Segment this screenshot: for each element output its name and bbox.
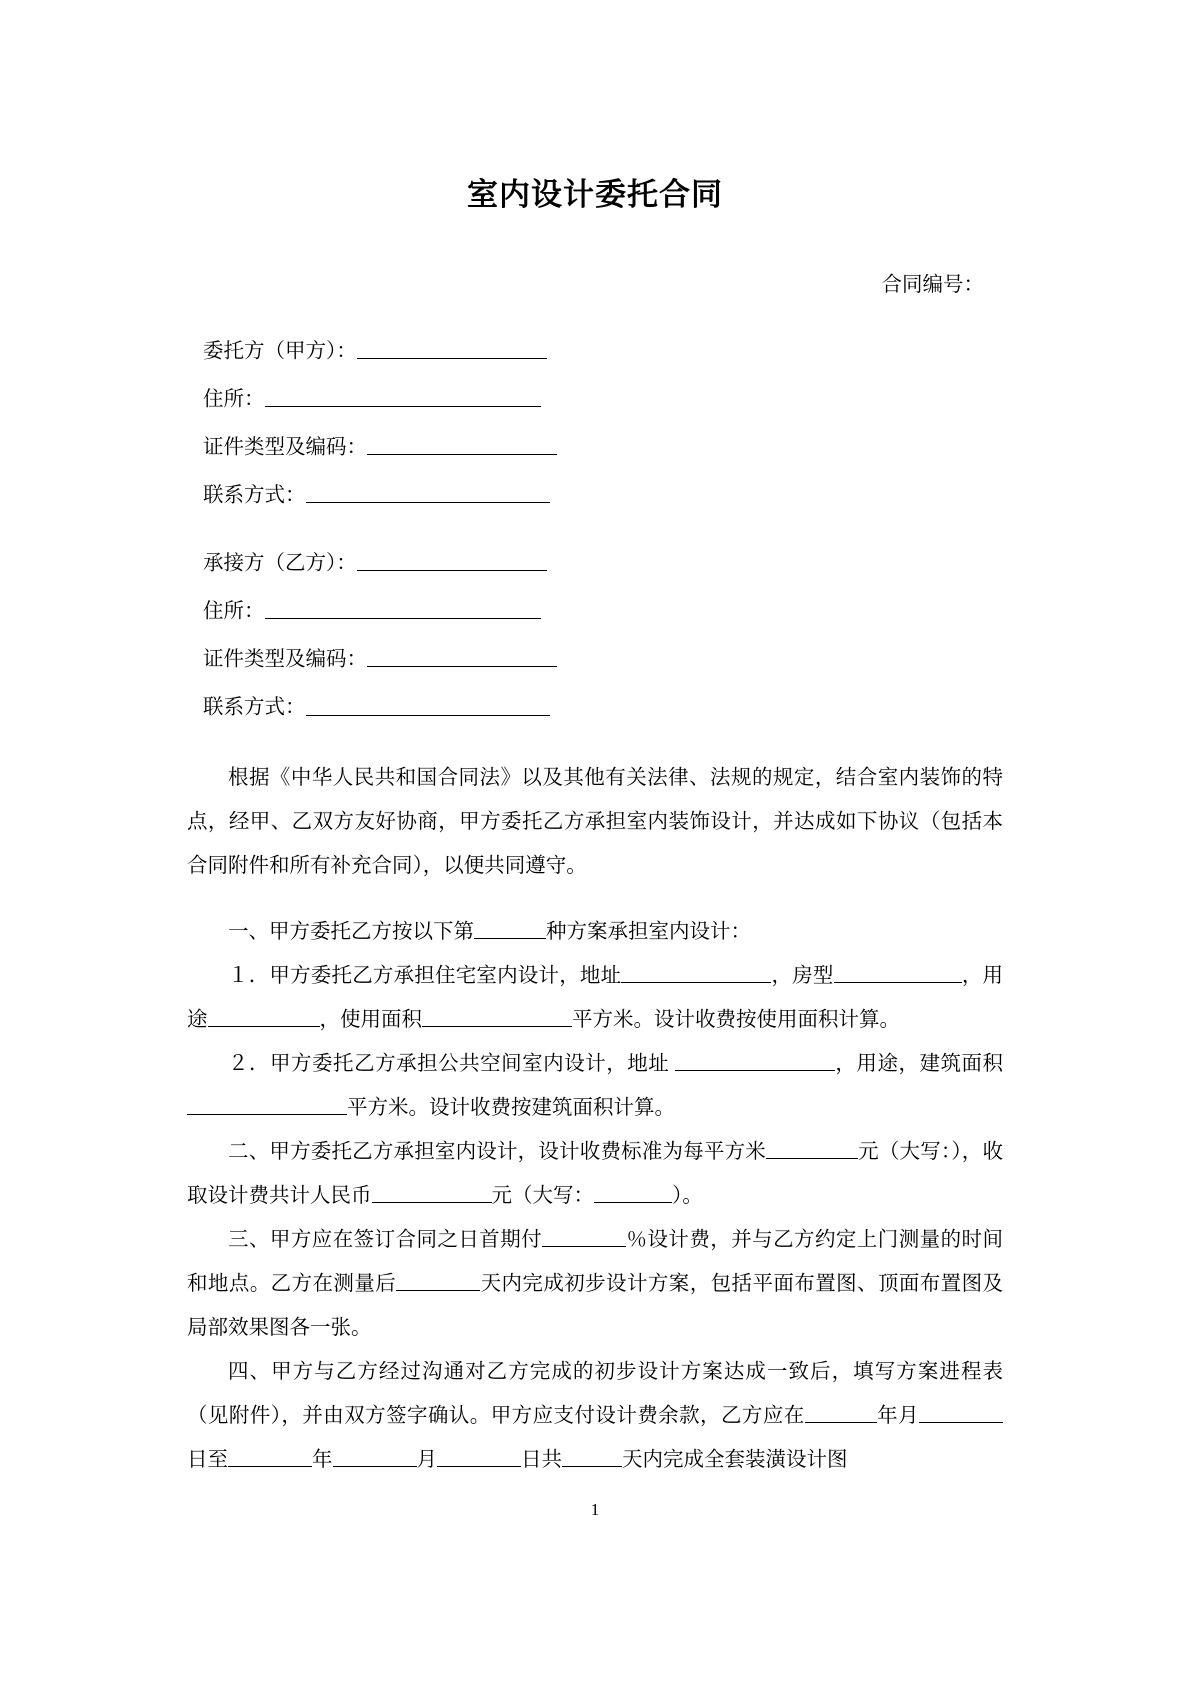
spacer (187, 888, 1003, 910)
clause-three-percent-blank[interactable] (542, 1227, 626, 1248)
clause-four-year2-blank[interactable] (228, 1447, 312, 1468)
clause-four-text-7: 天内完成全套装潢设计图 (622, 1449, 848, 1471)
contract-number-label: 合同编号： (881, 274, 984, 297)
page-title: 室内设计委托合同 (467, 177, 723, 212)
item2-address-blank[interactable] (675, 1051, 835, 1072)
item2-area-blank[interactable] (187, 1095, 347, 1116)
clause-one (187, 910, 1003, 954)
clause-four-month2-blank[interactable] (333, 1447, 417, 1468)
preamble-paragraph: 根据《中华人民共和国合同法》以及其他有关法律、法规的规定，结合室内装饰的特点，经甲、乙双方友好协商，甲方委托乙方承担室内装饰设计，并达成如下协议（包括本合同附件和所有补充合同），以便共同遵守。 (187, 767, 1003, 877)
clause-four-text-3: 日至 (187, 1449, 228, 1471)
party-b-id-label: 证件类型及编码： (203, 648, 367, 671)
clause-three-text-3: 天内完成初步设计方案，包括平面布置图、顶面布置图及局部效果图各一张。 (187, 1273, 1004, 1339)
party-a-contact-blank[interactable] (306, 482, 550, 504)
page-number: 1 (590, 1500, 600, 1519)
party-b-name-row (203, 550, 1190, 574)
clause-three-text-1: 三、甲方应在签订合同之日首期付 (228, 1229, 543, 1251)
clause-two-words-blank[interactable] (594, 1183, 672, 1204)
item1-text-2: ，房型 (771, 965, 834, 987)
party-a-id-label: 证件类型及编码： (203, 436, 367, 459)
item2-text-3: 平方米。设计收费按建筑面积计算。 (347, 1097, 675, 1119)
party-a-name-row (203, 338, 1190, 362)
party-b-name-label: 承接方（乙方）： (203, 552, 357, 575)
party-b-contact-label: 联系方式： (203, 696, 306, 719)
party-a-name-blank[interactable] (357, 338, 547, 360)
clause-two-total-blank[interactable] (372, 1183, 492, 1204)
document-body (187, 756, 1003, 1482)
party-b-address-row (203, 598, 1190, 622)
clause-two-text-2: 元（大写：），收取设计费共计人民币 (187, 1141, 1003, 1207)
item1-text-1: １．甲方委托乙方承担住宅室内设计，地址 (228, 965, 622, 987)
clause-four-text-6: 日共 (521, 1449, 562, 1471)
party-a-name-label: 委托方（甲方）： (203, 340, 357, 363)
clause-four-text-1: 四、甲方与乙方经过沟通对乙方完成的初步设计方案达成一致后，填写方案进程表（见附件），并由双方签字确认。甲方应支付设计费余款，乙方应在 (187, 1361, 1003, 1427)
clause-three-text-2: ％设计费，并与乙方约定上门测量的时间和地点。乙方在测量后 (187, 1229, 1004, 1295)
party-a-block (203, 338, 1190, 506)
item2-text-2: ，用途，建筑面积 (834, 1053, 1004, 1075)
party-a-contact-label: 联系方式： (203, 484, 306, 507)
item2-text-1: ２．甲方委托乙方承担公共空间室内设计，地址 (228, 1053, 675, 1075)
clause-three-days-blank[interactable] (396, 1271, 480, 1292)
party-b-id-row (203, 646, 1190, 670)
clause-item-1 (187, 954, 1003, 1042)
item1-text-3: ，用途 (187, 965, 1004, 1031)
clause-one-text-1: 一、甲方委托乙方按以下第 (228, 921, 474, 943)
party-b-contact-blank[interactable] (306, 694, 550, 716)
party-a-id-row (203, 434, 1190, 458)
clause-item-2 (187, 1042, 1003, 1130)
item1-usage-blank[interactable] (208, 1007, 320, 1028)
item1-text-5: 平方米。设计收费按使用面积计算。 (572, 1009, 900, 1031)
clause-one-text-2: 种方案承担室内设计： (546, 921, 751, 943)
item1-text-4: ，使用面积 (319, 1009, 422, 1031)
party-b-block (203, 550, 1190, 718)
clause-two-text-3: 元（大写： (491, 1185, 594, 1207)
party-a-address-blank[interactable] (265, 386, 541, 408)
clause-four (187, 1350, 1003, 1482)
clause-two-text-4: ）。 (672, 1185, 703, 1207)
item1-area-blank[interactable] (422, 1007, 572, 1028)
party-b-contact-row (203, 694, 1190, 718)
party-a-id-blank[interactable] (367, 434, 557, 456)
clause-four-text-2: 年月 (876, 1405, 919, 1427)
party-b-name-blank[interactable] (357, 550, 547, 572)
clause-three (187, 1218, 1003, 1350)
party-b-address-blank[interactable] (265, 598, 541, 620)
party-a-address-row (203, 386, 1190, 410)
clause-four-year-blank[interactable] (805, 1403, 877, 1424)
clause-one-blank[interactable] (474, 919, 546, 940)
clause-four-total-days-blank[interactable] (562, 1447, 622, 1468)
party-b-id-blank[interactable] (367, 646, 557, 668)
clause-four-day-blank[interactable] (919, 1403, 1003, 1424)
party-a-address-label: 住所： (203, 388, 265, 411)
clause-two (187, 1130, 1003, 1218)
contract-number-row (0, 271, 1190, 300)
item1-address-blank[interactable] (621, 963, 771, 984)
clause-four-day2-blank[interactable] (437, 1447, 521, 1468)
clause-two-text-1: 二、甲方委托乙方承担室内设计，设计收费标准为每平方米 (228, 1141, 766, 1163)
party-a-contact-row (203, 482, 1190, 506)
party-b-address-label: 住所： (203, 600, 265, 623)
clause-two-rate-blank[interactable] (766, 1139, 858, 1160)
item1-roomtype-blank[interactable] (834, 963, 962, 984)
clause-four-text-5: 月 (416, 1449, 437, 1471)
clause-four-text-4: 年 (312, 1449, 333, 1471)
